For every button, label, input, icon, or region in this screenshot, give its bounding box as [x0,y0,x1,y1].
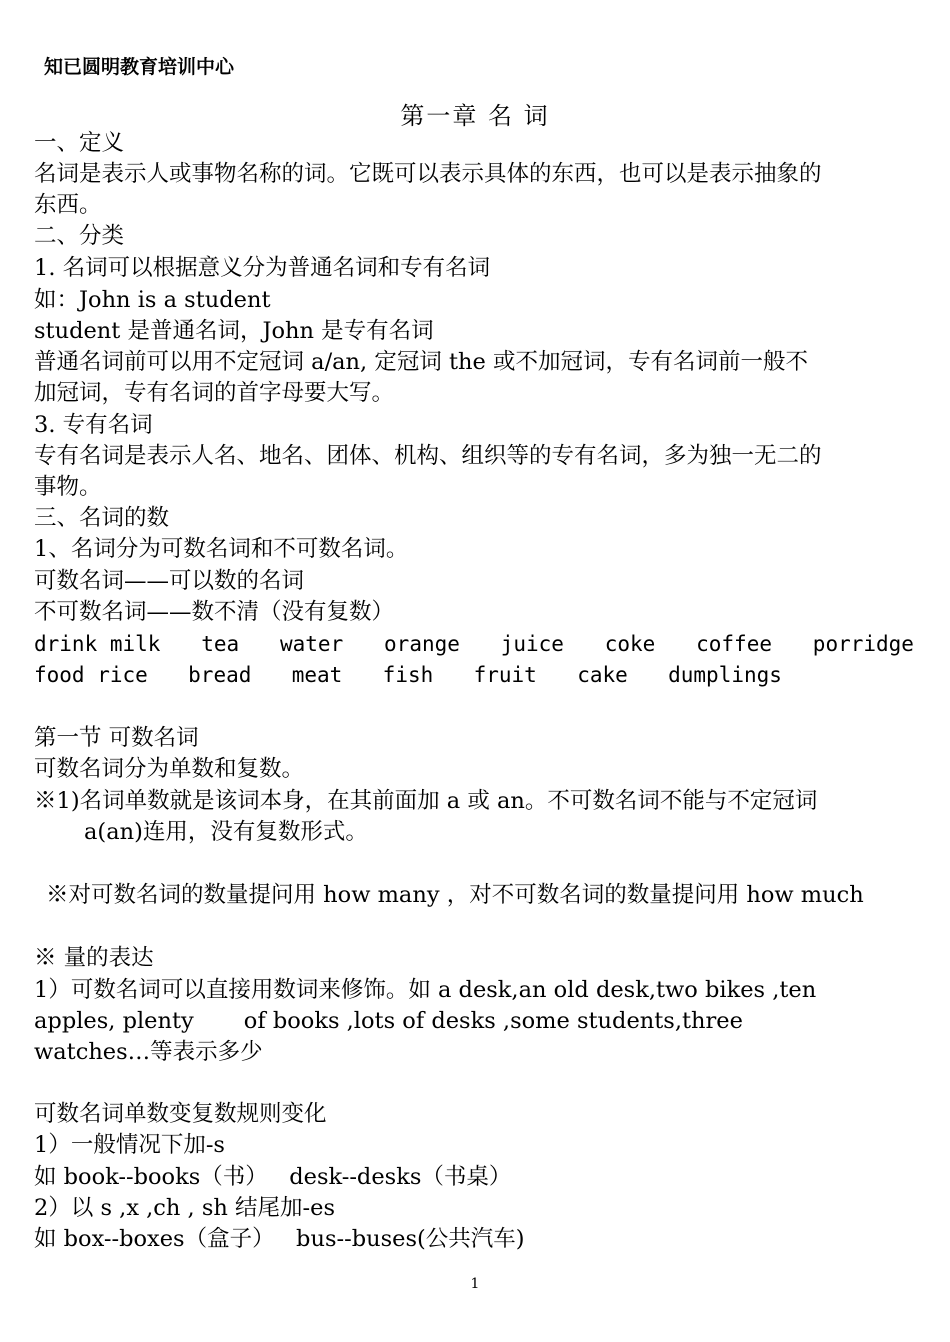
word: coffee [696,632,772,656]
word: tea [201,632,240,656]
text-line: 可数名词——可以数的名词 [34,568,305,594]
text-line: 不可数名词——数不清（没有复数） [34,599,395,625]
text-line: 三、名词的数 [34,505,170,531]
text-line: 如：John is a student [34,287,271,313]
text-line: 1）一般情况下加-s [34,1132,225,1158]
word: water [280,632,344,656]
uncountable-words-row-1 [34,632,914,656]
text-line: 1. 名词可以根据意义分为普通名词和专有名词 [34,255,491,281]
note-line: ※1)名词单数就是该词本身，在其前面加 a 或 an。不可数名词不能与不定冠词 [34,788,818,814]
page-header: 知已圆明教育培训中心 [44,56,235,78]
text-line: 如 book--books（书） desk--desks（书桌） [34,1164,512,1190]
text-line: student 是普通名词，John 是专有名词 [34,318,434,344]
text-line: 2）以 s ,x ,ch , sh 结尾加-es [34,1195,336,1221]
word: meat [291,663,343,687]
section-heading: 第一节 可数名词 [34,725,199,751]
text-line: 事物。 [34,474,102,500]
word: coke [604,632,656,656]
note-line: a(an)连用，没有复数形式。 [84,819,368,845]
text-line: 1、名词分为可数名词和不可数名词。 [34,536,409,562]
text-line: watches…等表示多少 [34,1039,263,1065]
uncountable-words-row-2 [34,663,782,687]
note-line: ※ 量的表达 [34,945,154,971]
text-line: 可数名词分为单数和复数。 [34,756,305,782]
text-line: 加冠词，专有名词的首字母要大写。 [34,380,395,406]
chapter-title: 第一章 名 词 [400,102,550,130]
text-line: 名词是表示人或事物名称的词。它既可以表示具体的东西，也可以是表示抽象的 [34,161,822,187]
text-line: 二、分类 [34,223,125,249]
text-line: apples, plenty of books ,lots of desks ,some students,three [34,1008,743,1034]
text-line: 1）可数名词可以直接用数词来修饰。如 a desk,an old desk,two bikes ,ten [34,977,817,1003]
word: dumplings [668,663,782,687]
page-number: 1 [470,1276,480,1292]
text-line: 普通名词前可以用不定冠词 a/an, 定冠词 the 或不加冠词，专有名词前一般不 [34,349,809,375]
text-line: 专有名词是表示人名、地名、团体、机构、组织等的专有名词，多为独一无二的 [34,443,822,469]
text-line: 一、定义 [34,130,125,156]
text-line: 3. 专有名词 [34,412,153,438]
text-line: 如 box--boxes（盒子） bus--buses(公共汽车) [34,1226,525,1252]
word: bread [188,663,252,687]
word: orange [384,632,460,656]
word: fruit [473,663,537,687]
word: porridge [812,632,914,656]
text-line: 东西。 [34,192,102,218]
word: cake [577,663,628,687]
word: drink milk [34,632,161,656]
section-heading: 可数名词单数变复数规则变化 [34,1101,327,1127]
word: juice [500,632,564,656]
word: food rice [34,663,148,687]
note-line: ※对可数名词的数量提问用 how many ，对不可数名词的数量提问用 how much [46,882,864,908]
word: fish [382,663,434,687]
